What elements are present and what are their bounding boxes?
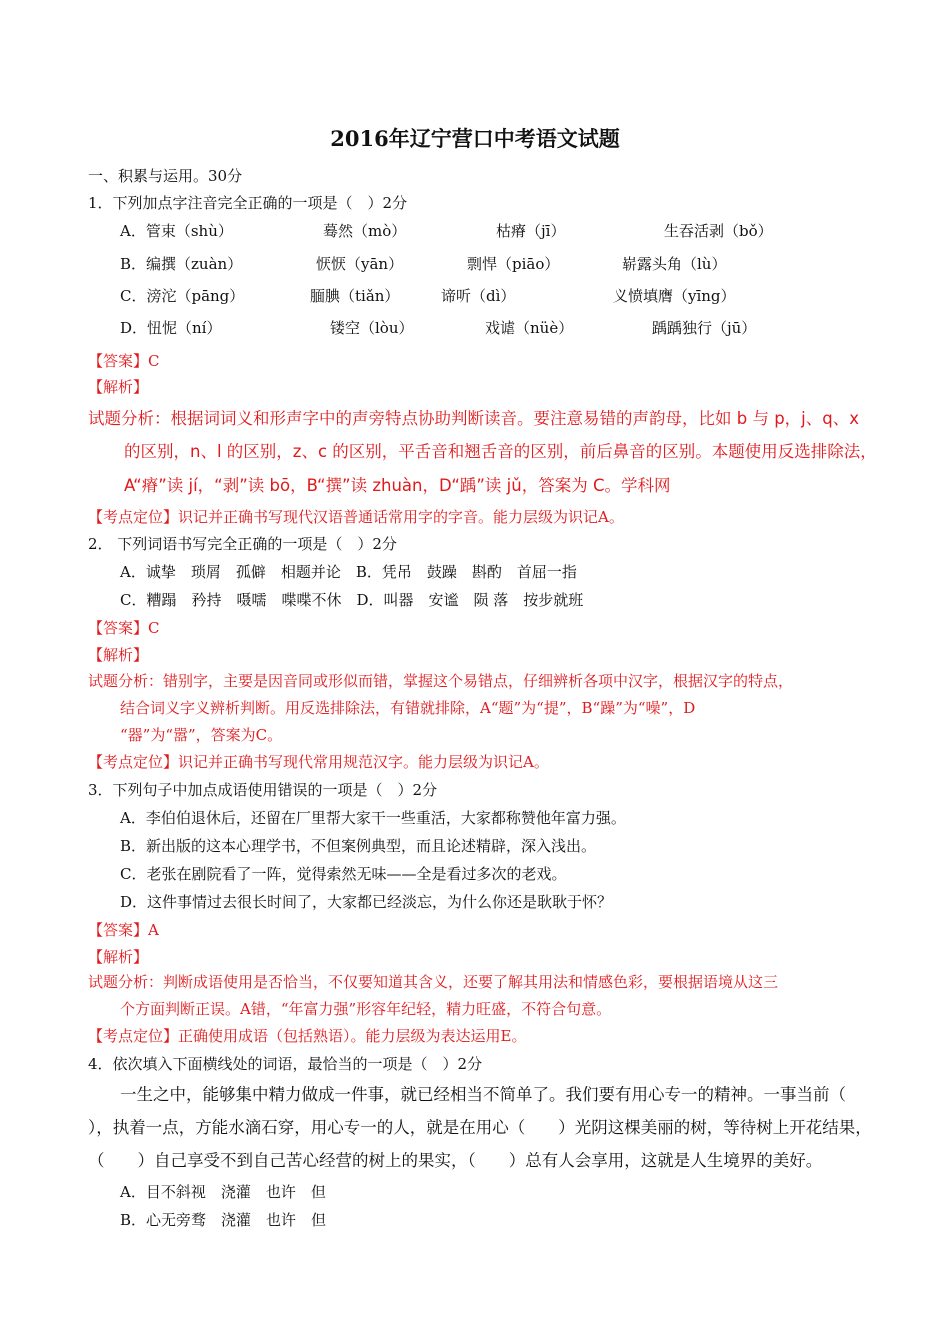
q2-options-row2: C．糟蹋 矜持 嗫嚅 喋喋不休 D．叫器 安谧 陨 落 按步就班 bbox=[120, 591, 584, 609]
q2-stem: 2． 下列词语书写完全正确的一项是（ ）2分 bbox=[88, 535, 397, 553]
q4-option-a: A．目不斜视 浇灌 也许 但 bbox=[120, 1183, 326, 1201]
q3-answer: 【答案】A bbox=[88, 921, 159, 939]
q3-analysis-line1: 试题分析：判断成语使用是否恰当，不仅要知道其含义，还要了解其用法和情感色彩，要根据语境从这三 bbox=[88, 973, 779, 991]
q1-answer: 【答案】C bbox=[88, 352, 160, 370]
q2-kaodian: 【考点定位】识记并正确书写现代常用规范汉字。能力层级为识记A。 bbox=[88, 753, 549, 771]
q1-analysis-line2: 的区别，n、l 的区别，z、c 的区别，平舌音和翘舌音的区别，前后鼻音的区别。本题使用反选排除法， bbox=[124, 442, 877, 461]
q4-passage-line2: ），执着一点，方能水滴石穿，用心专一的人，就是在用心（ ）光阴这棵美丽的树，等待树上开花结果， bbox=[88, 1118, 872, 1137]
q1-option-c3: 谛听（dì） bbox=[441, 287, 516, 305]
q1-option-a1: A．管束（shù） bbox=[120, 222, 233, 240]
q2-analysis-line2: 结合词义字义辨析判断。用反选排除法，有错就排除，A“题”为“提”，B“躁”为“噪”，D bbox=[120, 699, 696, 717]
q1-option-c2: 腼腆（tiǎn） bbox=[310, 287, 400, 305]
q1-option-b1: B．编撰（zuàn） bbox=[120, 255, 243, 273]
q1-option-b3: 剽悍（piāo） bbox=[467, 255, 560, 273]
q1-option-a4: 生吞活剥（bǒ） bbox=[664, 222, 773, 240]
section-heading: 一、积累与运用。30分 bbox=[88, 167, 243, 185]
q4-option-b: B．心无旁骛 浇灌 也许 但 bbox=[120, 1211, 327, 1229]
q3-analysis-label: 【解析】 bbox=[88, 948, 149, 966]
q1-option-d1: D．忸怩（ní） bbox=[120, 319, 222, 337]
q3-stem: 3．下列句子中加点成语使用错误的一项是（ ）2分 bbox=[88, 781, 438, 799]
q1-option-c4: 义愤填膺（yīng） bbox=[613, 287, 736, 305]
q2-options-row1: A．诚挚 琐屑 孤僻 相题并论 B．凭吊 鼓躁 斟酌 首屈一指 bbox=[120, 563, 577, 581]
q4-stem: 4．依次填入下面横线处的词语，最恰当的一项是（ ）2分 bbox=[88, 1055, 483, 1073]
q3-option-d: D．这件事情过去很长时间了，大家都已经淡忘，为什么你还是耿耿于怀？ bbox=[120, 893, 613, 911]
q1-stem: 1．下列加点字注音完全正确的一项是（ ）2分 bbox=[88, 194, 408, 212]
q4-passage-line1: 一生之中，能够集中精力做成一件事，就已经相当不简单了。我们要有用心专一的精神。一事当前（ bbox=[120, 1085, 846, 1104]
q1-option-d3: 戏谑（nüè） bbox=[485, 319, 574, 337]
q1-analysis-line1: 试题分析：根据词词义和形声字中的声旁特点协助判断读音。要注意易错的声韵母，比如 b 与 p，j、q、x bbox=[88, 409, 860, 428]
q1-option-a3: 枯瘠（jī） bbox=[496, 222, 566, 240]
q1-option-c1: C．滂沱（pāng） bbox=[120, 287, 245, 305]
q3-option-b: B．新出版的这本心理学书，不但案例典型，而且论述精辟，深入浅出。 bbox=[120, 837, 597, 855]
q1-option-b2: 恹恹（yān） bbox=[316, 255, 404, 273]
q1-option-a2: 蓦然（mò） bbox=[323, 222, 407, 240]
q3-option-a: A．李伯伯退休后，还留在厂里帮大家干一些重活，大家都称赞他年富力强。 bbox=[120, 809, 626, 827]
page-title: 2016年辽宁营口中考语文试题 bbox=[330, 126, 620, 151]
q2-analysis-line1: 试题分析：错别字，主要是因音同或形似而错，掌握这个易错点，仔细辨析各项中汉字，根据汉字的特点， bbox=[88, 672, 794, 690]
q1-analysis-line3: A“瘠”读 jí，“剥”读 bō，B“撰”读 zhuàn，D“踽”读 jǔ，答案为 C。学科网 bbox=[124, 476, 671, 495]
q2-analysis-label: 【解析】 bbox=[88, 646, 149, 664]
q2-analysis-line3: “器”为“嚣”，答案为C。 bbox=[120, 726, 283, 744]
q4-passage-line3: （ ）自己享受不到自己苦心经营的树上的果实，（ ）总有人会享用，这就是人生境界的美好。 bbox=[88, 1151, 823, 1170]
q1-option-d4: 踽踽独行（jū） bbox=[652, 319, 757, 337]
q3-option-c: C．老张在剧院看了一阵，觉得索然无味——全是看过多次的老戏。 bbox=[120, 865, 567, 883]
q1-analysis-label: 【解析】 bbox=[88, 378, 149, 396]
q1-option-b4: 崭露头角（lù） bbox=[622, 255, 727, 273]
q3-analysis-line2: 个方面判断正误。A错，“年富力强”形容年纪轻，精力旺盛，不符合句意。 bbox=[120, 1000, 612, 1018]
q3-kaodian: 【考点定位】正确使用成语（包括熟语）。能力层级为表达运用E。 bbox=[88, 1027, 527, 1045]
q1-option-d2: 镂空（lòu） bbox=[330, 319, 414, 337]
q2-answer: 【答案】C bbox=[88, 619, 160, 637]
q1-kaodian: 【考点定位】识记并正确书写现代汉语普通话常用字的字音。能力层级为识记A。 bbox=[88, 508, 624, 526]
